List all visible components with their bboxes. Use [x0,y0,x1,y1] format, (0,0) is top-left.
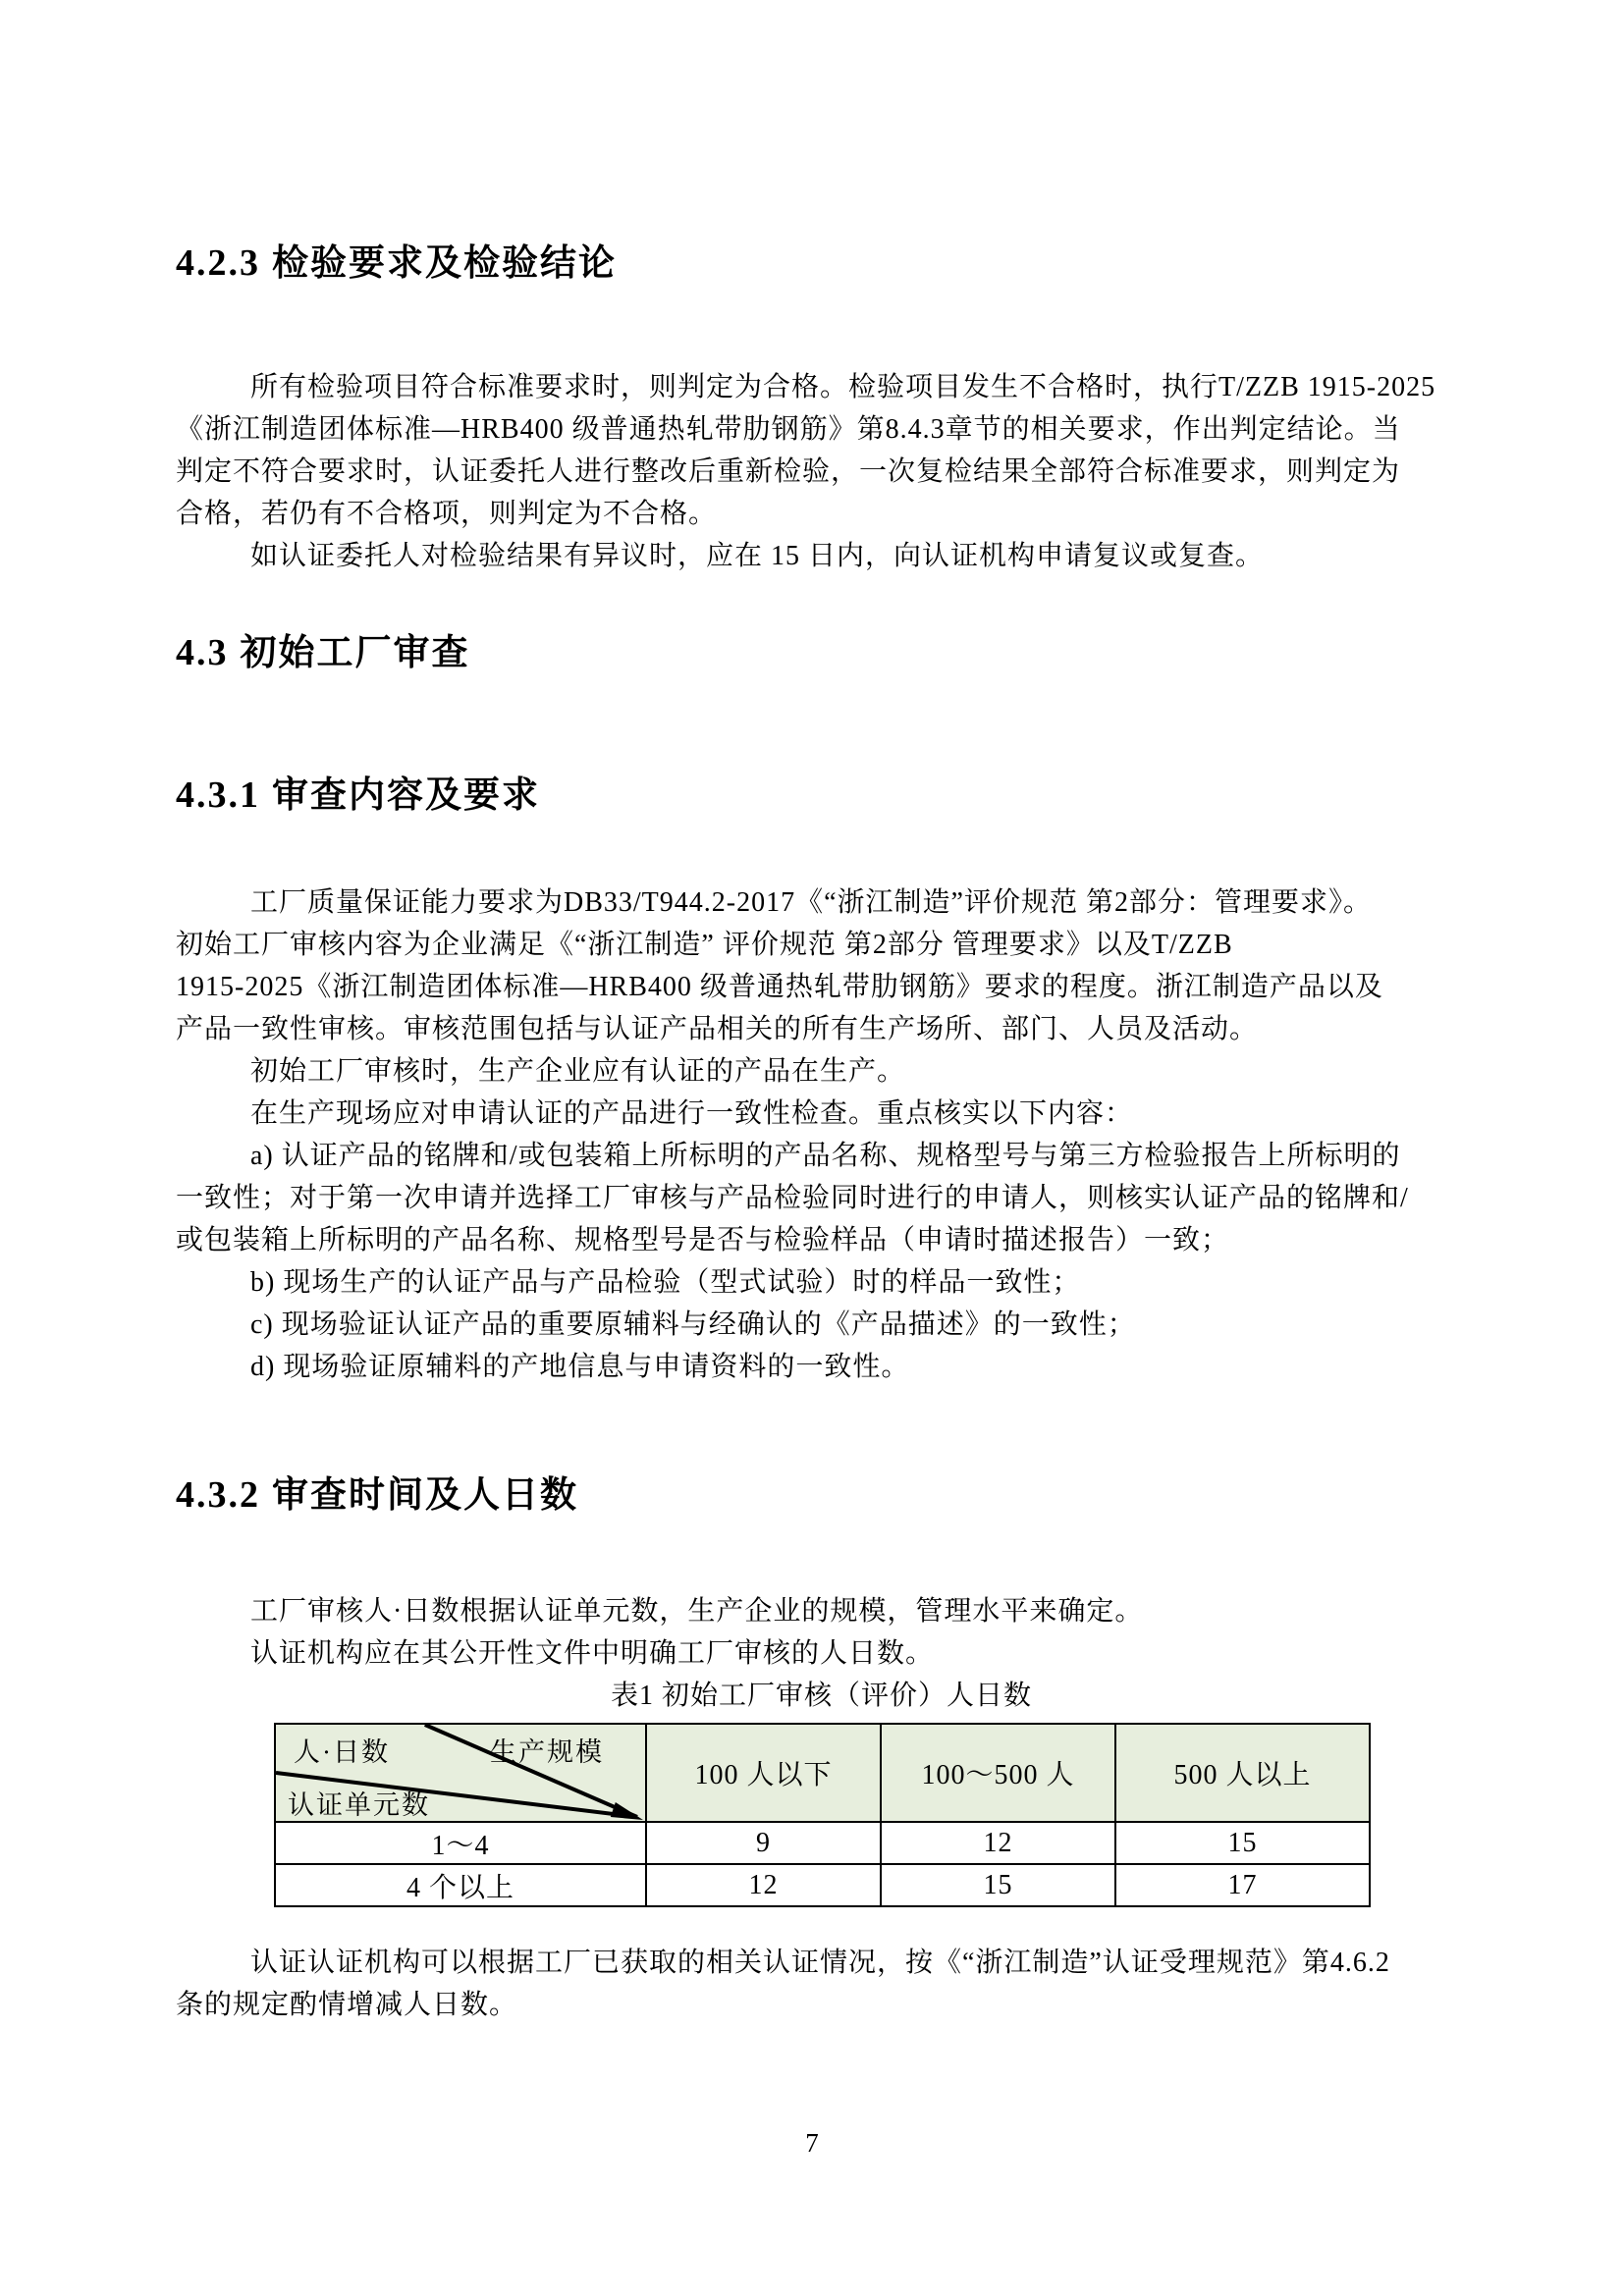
heading-4-3-number: 4.3 [176,632,229,673]
text-line: 如认证委托人对检验结果有异议时，应在 15 日内，向认证机构申请复议或复查。 [250,541,1265,571]
corner-label-person-days: 人·日数 [294,1737,390,1767]
text-line: 认证机构应在其公开性文件中明确工厂审核的人日数。 [250,1638,935,1669]
text-line: 在生产现场应对申请认证的产品进行一致性检查。重点核实以下内容： [250,1098,1134,1129]
text-line: 工厂审核人·日数根据认证单元数，生产企业的规模，管理水平来确定。 [250,1596,1144,1627]
heading-4-3-2 [176,1473,578,1522]
table-corner-cell [275,1724,646,1822]
column-header: 100 人以下 [646,1724,881,1822]
corner-label-production-scale: 生产规模 [490,1737,604,1767]
text-line: 初始工厂审核内容为企业满足《“浙江制造” 评价规范 第2部分 管理要求》以及T/ZZB [176,930,1233,960]
text-line: 判定不符合要求时，认证委托人进行整改后重新检验，一次复检结果全部符合标准要求，则判定为 [176,456,1401,487]
column-header: 500 人以上 [1115,1724,1370,1822]
text-line: 所有检验项目符合标准要求时，则判定为合格。检验项目发生不合格时，执行T/ZZB 1915-2025 [250,372,1436,402]
paragraph-audit-content [176,881,1452,1388]
text-line: 1915-2025《浙江制造团体标准—HRB400 级普通热轧带肋钢筋》要求的程度。浙江制造产品以及 [176,972,1383,1002]
text-line: 认证认证机构可以根据工厂已获取的相关认证情况，按《“浙江制造”认证受理规范》第4.6.2 [250,1948,1390,1978]
audit-days-table [274,1723,1371,1907]
text-line: 《浙江制造团体标准—HRB400 级普通热轧带肋钢筋》第8.4.3章节的相关要求，作出判定结论。当 [176,414,1401,445]
list-item-a: a) 认证产品的铭牌和/或包装箱上所标明的产品名称、规格型号与第三方检验报告上所标明的 [250,1141,1401,1171]
table-header-row [275,1724,1370,1822]
row-label: 1～4 [275,1822,646,1864]
table-row [275,1864,1370,1906]
list-item-b: b) 现场生产的认证产品与产品检验（型式试验）时的样品一致性； [250,1267,1081,1298]
text-line: 工厂质量保证能力要求为DB33/T944.2-2017《“浙江制造”评价规范 第2部分：管理要求》。 [250,887,1372,918]
table-cell: 12 [646,1864,881,1906]
text-line: 或包装箱上所标明的产品名称、规格型号是否与检验样品（申请时描述报告）一致； [176,1225,1230,1255]
heading-4-2-3 [176,241,617,290]
page-number: 7 [805,2128,819,2158]
text-line: 产品一致性审核。审核范围包括与认证产品相关的所有生产场所、部门、人员及活动。 [176,1014,1259,1044]
heading-4-2-3-title: 检验要求及检验结论 [272,241,617,284]
table-cell: 9 [646,1822,881,1864]
table-row [275,1822,1370,1864]
column-header: 100～500 人 [881,1724,1115,1822]
list-item-d: d) 现场验证原辅料的产地信息与申请资料的一致性。 [250,1352,910,1382]
table-caption: 表1 初始工厂审核（评价）人日数 [610,1681,1032,1711]
text-line: 一致性；对于第一次申请并选择工厂审核与产品检验同时进行的申请人，则核实认证产品的铭牌和/ [176,1183,1409,1213]
paragraph-audit-days [176,1590,1452,1675]
table-cell: 17 [1115,1864,1370,1906]
heading-4-3-2-number: 4.3.2 [176,1474,260,1516]
table-cell: 15 [881,1864,1115,1906]
heading-4-3-1 [176,774,540,822]
corner-label-cert-units: 认证单元数 [288,1790,430,1820]
text-line: 初始工厂审核时，生产企业应有认证的产品在生产。 [250,1056,906,1087]
table-cell: 15 [1115,1822,1370,1864]
paragraph-inspection-requirements [176,366,1452,577]
text-line: 条的规定酌情增减人日数。 [176,1990,518,2020]
heading-4-3-1-title: 审查内容及要求 [272,774,540,816]
text-line: 合格，若仍有不合格项，则判定为不合格。 [176,499,718,529]
row-label: 4 个以上 [275,1864,646,1906]
paragraph-closing [176,1942,1452,2026]
table-cell: 12 [881,1822,1115,1864]
heading-4-2-3-number: 4.2.3 [176,242,260,284]
list-item-c: c) 现场验证认证产品的重要原辅料与经确认的《产品描述》的一致性； [250,1309,1136,1340]
heading-4-3 [176,631,470,679]
heading-4-3-1-number: 4.3.1 [176,774,260,816]
heading-4-3-2-title: 审查时间及人日数 [272,1473,578,1516]
heading-4-3-title: 初始工厂审查 [240,631,470,673]
